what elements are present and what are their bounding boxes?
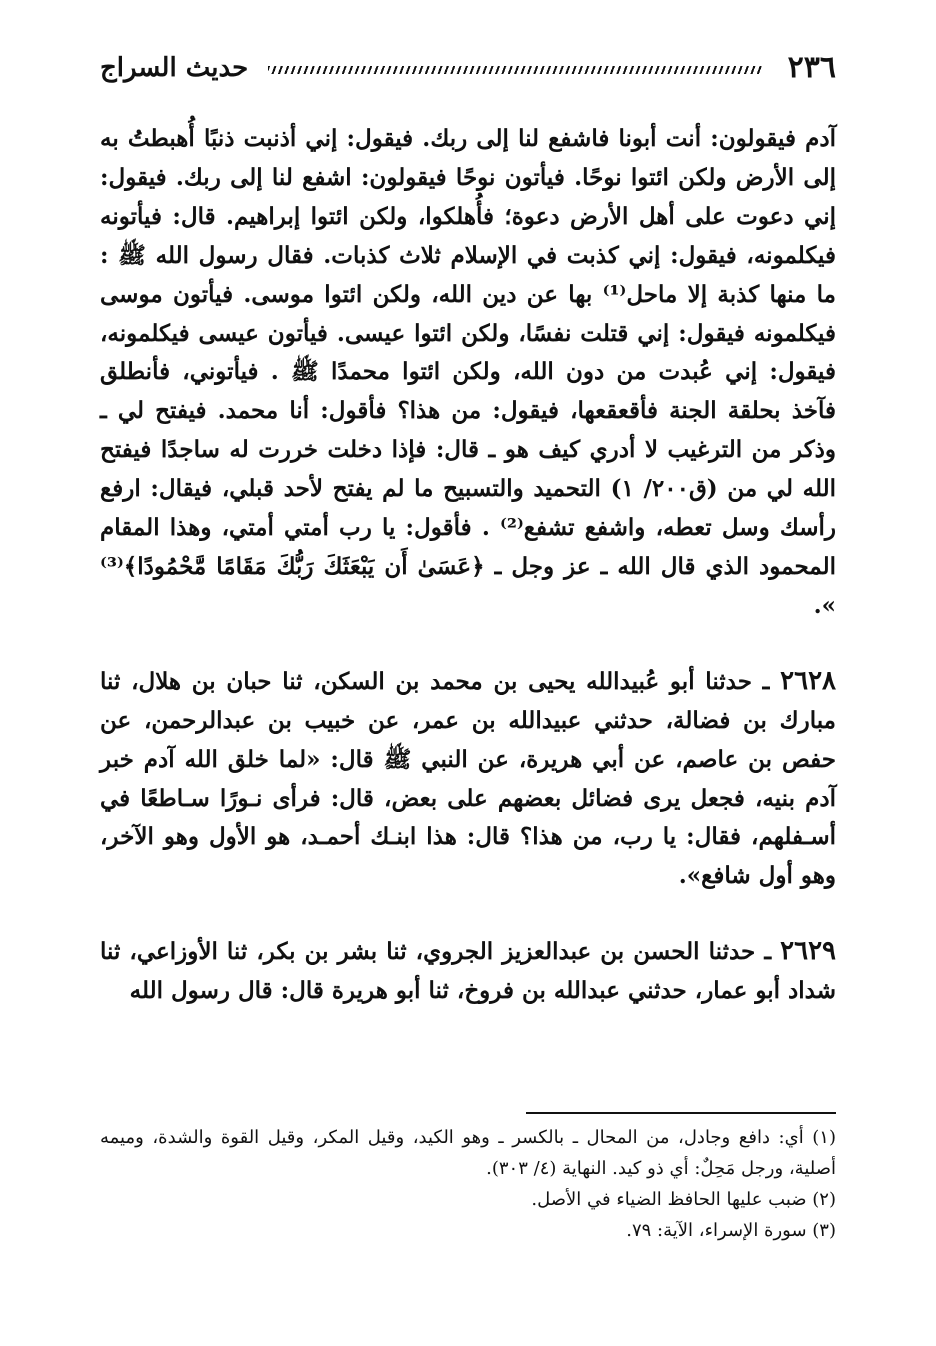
hadith-2629 — [100, 932, 836, 1011]
hadith-2628 — [100, 662, 836, 896]
footnote-1: (١) أي: دافع وجادل، من المحال ـ بالكسر ـ وهو الكيد، وقيل المكر، وقيل القوة والشدة، وميمه أصلية، ورجل مَحِلٌ: أي ذو كيد. النهاية (٤/ ٣٠٣). — [100, 1127, 836, 1179]
hadith-text: ـ حدثنا الحسن بن عبدالعزيز الجروي، ثنا بشر بن بكر، ثنا الأوزاعي، ثنا شداد أبو عمار، حدثني عبدالله بن فروخ، ثنا أبو هريرة قال: قال رسول الله — [100, 938, 836, 1005]
running-head — [100, 48, 836, 88]
footnotes — [100, 1122, 836, 1246]
footnote-3: (٣) سورة الإسراء، الآية: ٧٩. — [626, 1220, 836, 1241]
hadith-text: ـ حدثنا أبو عُبيدالله يحيى بن محمد بن السكن، ثنا حبان بن هلال، ثنا مبارك بن فضالة، حدثني عبيدالله بن عمر، عن خبيب بن عبدالرحمن، عن حفص بن عاصم، عن أبي هريرة، عن النبي ﷺ قال: «لما خلق الله آدم خبر آدم بنيه، فجعل يرى فضائل بعضهم على بعض، قال: فرأى نـورًا سـاطعًا في أسـفلهم، فقال: يا رب، من هذا؟ قال: هذا ابنـك أحمـد، هو الأول وهو الآخر، وهو أول شافع». — [100, 667, 837, 890]
continued-hadith-paragraph: آدم فيقولون: أنت أبونا فاشفع لنا إلى ربك. فيقول: إني أذنبت ذنبًا أُهبطتُ به إلى الأرض ولكن ائتوا نوحًا. فيأتون نوحًا فيقولون: اشفع لنا إلى ربك. فيقول: إني دعوت على أهل الأرض دعوة؛ فأُهلكوا، ولكن ائتوا إبراهيم. قال: فيأتونه فيكلمونه، فيقول: إني كذبت في الإسلام ثلاث كذبات. فقال رسول الله ﷺ : ما منها كذبة إلا ماحل⁽¹⁾ بها عن دين الله، ولكن ائتوا موسى. فيأتون موسى فيكلمونه فيقول: إني قتلت نفسًا، ولكن ائتوا عيسى. فيأتون عيسى فيكلمونه، فيقول: إني عُبدت من دون الله، ولكن ائتوا محمدًا ﷺ . فيأتوني، فأنطلق فآخذ بحلقة الجنة فأقعقعها، فيقول: من هذا؟ فأقول: أنا محمد. فيفتح لي ـ وذكر من الترغيب لا أدري كيف هو ـ قال: فإذا دخلت خررت له ساجدًا فيفتح الله لي من (ق٢٠٠/ ١) التحميد والتسبيح ما لم يفتح لأحد قبلي، فيقال: ارفع رأسك وسل تعطه، واشفع تشفع⁽²⁾ . فأقول: يا رب أمتي أمتي، وهذا المقام المحمود الذي قال الله ـ عز وجل ـ ﴿عَسَىٰ أَن يَبْعَثَكَ رَبُّكَ مَقَامًا مَّحْمُودًا﴾⁽³⁾ ». — [100, 125, 836, 619]
page-number: ٢٣٦ — [787, 50, 836, 85]
hadith-number: ٢٦٢٨ — [780, 665, 836, 696]
footnote-separator — [526, 1112, 836, 1114]
main-text — [100, 120, 836, 1011]
header-decorative-rule — [268, 66, 762, 74]
footnote-2: (٢) ضبب عليها الحافظ الضياء في الأصل. — [531, 1189, 836, 1210]
book-title: حديث السراج — [100, 53, 249, 83]
hadith-number: ٢٦٢٩ — [780, 936, 836, 967]
